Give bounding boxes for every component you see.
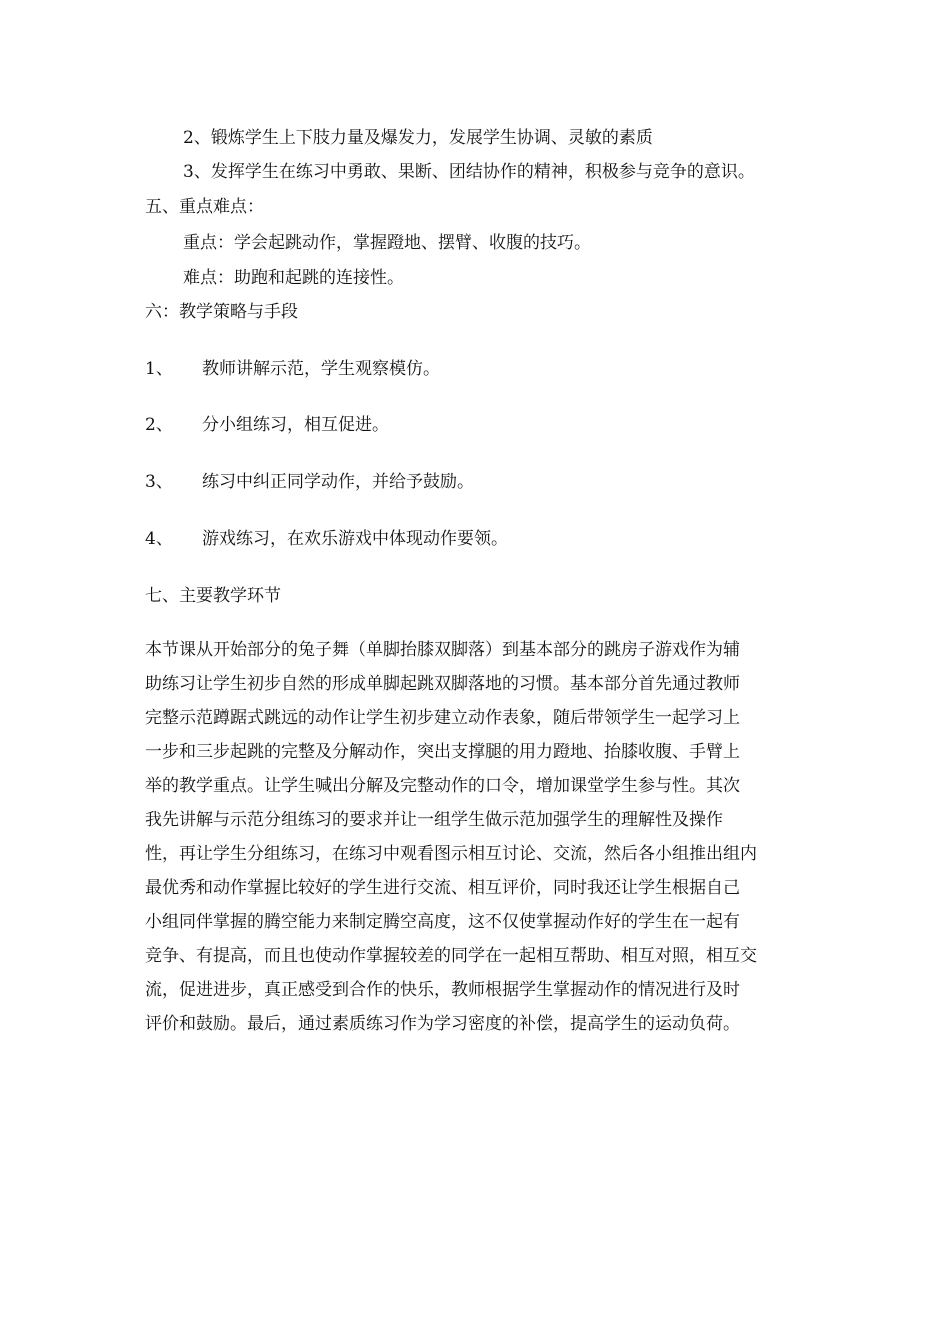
paragraph-line: 本节课从开始部分的兔子舞（单脚抬膝双脚落）到基本部分的跳房子游戏作为辅 (145, 640, 740, 660)
paragraph-line: 流，促进进步，真正感受到合作的快乐，教师根据学生掌握动作的情况进行及时 (145, 980, 740, 1000)
paragraph-line: 评价和鼓励。最后，通过素质练习作为学习密度的补偿，提高学生的运动负荷。 (145, 1014, 740, 1034)
paragraph-line: 举的教学重点。让学生喊出分解及完整动作的口令，增加课堂学生参与性。其次 (145, 776, 740, 796)
paragraph-line: 性，再让学生分组练习，在练习中观看图示相互讨论、交流，然后各小组推出组内 (145, 844, 757, 864)
section-5-heading: 五、重点难点： (145, 197, 264, 217)
strategy-item-text: 练习中纠正同学动作，并给予鼓励。 (202, 472, 474, 492)
strategy-item-text: 分小组练习，相互促进。 (202, 415, 389, 435)
paragraph-line: 我先讲解与示范分组练习的要求并让一组学生做示范加强学生的理解性及操作 (145, 810, 723, 830)
paragraph-line: 最优秀和动作掌握比较好的学生进行交流、相互评价，同时我还让学生根据自己 (145, 878, 740, 898)
paragraph-line: 助练习让学生初步自然的形成单脚起跳双脚落地的习惯。基本部分首先通过教师 (145, 674, 740, 694)
strategy-item-number: 3、 (145, 472, 173, 492)
difficulty-point: 难点：助跑和起跳的连接性。 (183, 268, 404, 288)
strategy-item-text: 教师讲解示范，学生观察模仿。 (202, 359, 440, 379)
paragraph-line: 完整示范蹲踞式跳远的动作让学生初步建立动作表象，随后带领学生一起学习上 (145, 708, 740, 728)
strategy-item-text: 游戏练习，在欢乐游戏中体现动作要领。 (202, 529, 508, 549)
goal-item-2: 2、锻炼学生上下肢力量及爆发力，发展学生协调、灵敏的素质 (183, 128, 653, 148)
paragraph-line: 小组同伴掌握的腾空能力来制定腾空高度，这不仅使掌握动作好的学生在一起有 (145, 912, 740, 932)
strategy-item-number: 4、 (145, 529, 173, 549)
teaching-process-paragraph (145, 633, 805, 1041)
paragraph-line: 一步和三步起跳的完整及分解动作，突出支撑腿的用力蹬地、抬膝收腹、手臂上 (145, 742, 740, 762)
goal-item-3: 3、发挥学生在练习中勇敢、果断、团结协作的精神，积极参与竞争的意识。 (183, 162, 755, 182)
paragraph-line: 竞争、有提高，而且也使动作掌握较差的同学在一起相互帮助、相互对照，相互交 (145, 946, 757, 966)
strategy-item-number: 1、 (145, 359, 173, 379)
section-7-heading: 七、主要教学环节 (145, 586, 281, 606)
section-6-heading: 六：教学策略与手段 (145, 302, 298, 322)
strategy-item-number: 2、 (145, 415, 173, 435)
key-point: 重点：学会起跳动作，掌握蹬地、摆臂、收腹的技巧。 (183, 233, 591, 253)
